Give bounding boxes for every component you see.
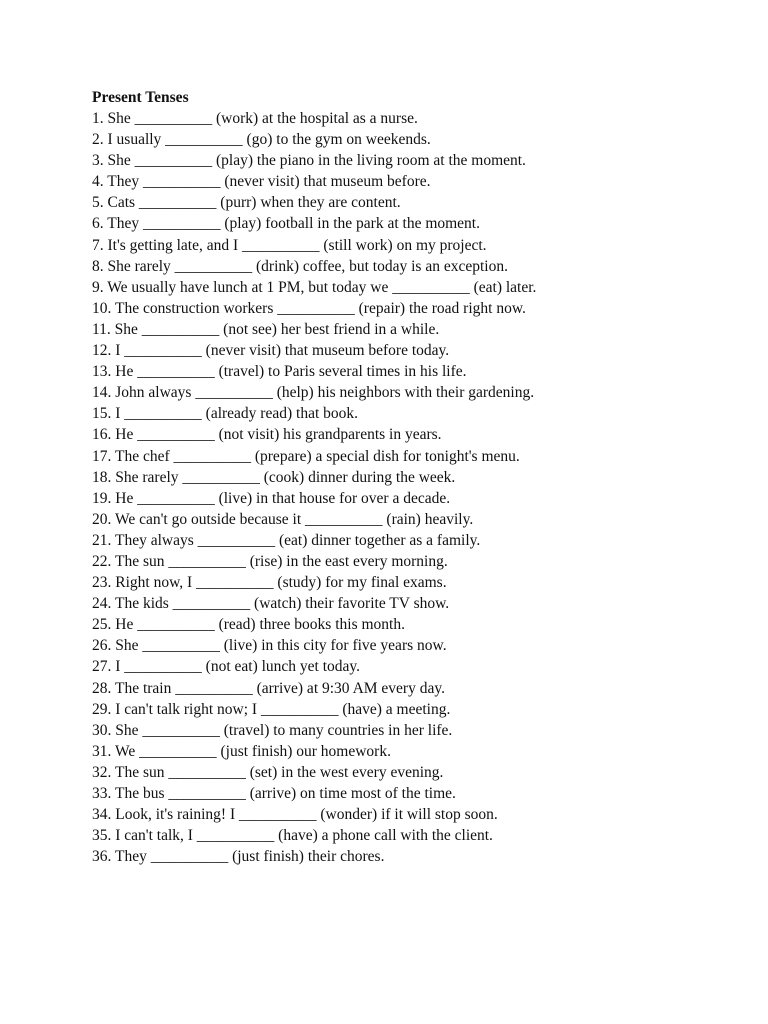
exercise-item-8: 8. She rarely __________ (drink) coffee, but today is an exception. [92, 257, 508, 275]
exercise-item-1: 1. She __________ (work) at the hospital as a nurse. [92, 110, 418, 127]
exercise-item-14: 14. John always __________ (help) his neighbors with their gardening. [92, 384, 535, 402]
exercise-item-27: 27. I __________ (not eat) lunch yet today. [92, 658, 361, 676]
exercise-item-26: 26. She __________ (live) in this city for five years now. [92, 637, 447, 655]
exercise-item-25: 25. He __________ (read) three books this month. [92, 616, 405, 634]
exercise-item-28: 28. The train __________ (arrive) at 9:30 AM every day. [92, 679, 445, 697]
exercise-item-19: 19. He __________ (live) in that house for over a decade. [92, 489, 451, 507]
exercise-item-21: 21. They always __________ (eat) dinner together as a family. [92, 531, 481, 549]
exercise-item-24: 24. The kids __________ (watch) their favorite TV show. [92, 595, 450, 613]
exercise-list [92, 108, 732, 867]
exercise-item-10: 10. The construction workers __________ (repair) the road right now. [92, 299, 526, 317]
worksheet-title: Present Tenses [92, 89, 189, 106]
exercise-item-12: 12. I __________ (never visit) that museum before today. [92, 342, 450, 360]
exercise-item-4: 4. They __________ (never visit) that museum before. [92, 173, 431, 191]
exercise-item-7: 7. It's getting late, and I __________ (still work) on my project. [92, 236, 487, 254]
exercise-item-13: 13. He __________ (travel) to Paris several times in his life. [92, 363, 467, 381]
exercise-item-6: 6. They __________ (play) football in the park at the moment. [92, 215, 480, 233]
worksheet [92, 88, 732, 867]
exercise-item-35: 35. I can't talk, I __________ (have) a phone call with the client. [92, 827, 493, 845]
exercise-item-32: 32. The sun __________ (set) in the west every evening. [92, 763, 444, 781]
exercise-item-16: 16. He __________ (not visit) his grandparents in years. [92, 426, 442, 444]
exercise-item-36: 36. They __________ (just finish) their chores. [92, 848, 385, 866]
exercise-item-30: 30. She __________ (travel) to many countries in her life. [92, 721, 453, 739]
exercise-item-23: 23. Right now, I __________ (study) for my final exams. [92, 574, 447, 592]
exercise-item-18: 18. She rarely __________ (cook) dinner during the week. [92, 468, 456, 486]
exercise-item-3: 3. She __________ (play) the piano in the living room at the moment. [92, 152, 526, 170]
exercise-item-34: 34. Look, it's raining! I __________ (wonder) if it will stop soon. [92, 806, 498, 824]
exercise-item-11: 11. She __________ (not see) her best friend in a while. [92, 320, 440, 338]
exercise-item-2: 2. I usually __________ (go) to the gym on weekends. [92, 131, 431, 149]
exercise-item-31: 31. We __________ (just finish) our homework. [92, 742, 391, 760]
exercise-item-5: 5. Cats __________ (purr) when they are content. [92, 194, 401, 212]
exercise-item-33: 33. The bus __________ (arrive) on time most of the time. [92, 785, 456, 802]
exercise-item-15: 15. I __________ (already read) that book. [92, 405, 359, 423]
exercise-item-22: 22. The sun __________ (rise) in the east every morning. [92, 552, 448, 570]
exercise-item-29: 29. I can't talk right now; I __________ (have) a meeting. [92, 700, 451, 718]
exercise-item-17: 17. The chef __________ (prepare) a special dish for tonight's menu. [92, 447, 520, 465]
exercise-item-9: 9. We usually have lunch at 1 PM, but today we __________ (eat) later. [92, 278, 537, 296]
exercise-item-20: 20. We can't go outside because it __________ (rain) heavily. [92, 510, 474, 528]
